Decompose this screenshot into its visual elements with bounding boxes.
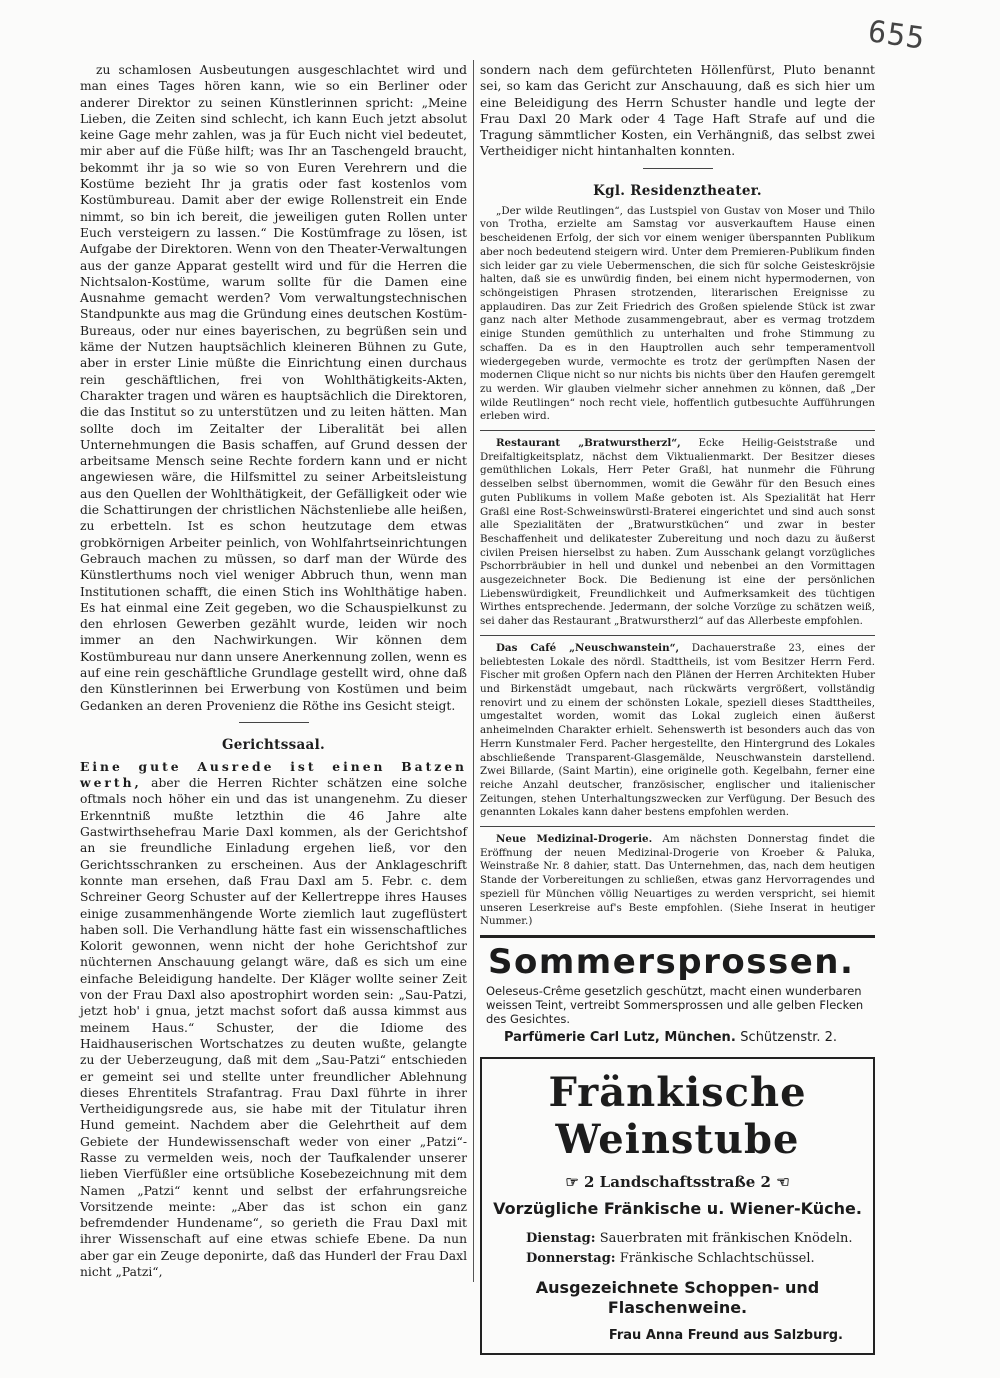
right-column	[480, 62, 875, 1343]
ad-weinstube-address	[492, 1173, 863, 1191]
neuschwanstein-lead: Das Café „Neuschwanstein“,	[496, 641, 680, 654]
drogerie-lead: Neue Medizinal-Drogerie.	[496, 833, 653, 846]
day-label: Donnerstag:	[526, 1250, 616, 1266]
ad-sommersprossen-shop	[504, 1030, 875, 1045]
divider	[480, 430, 875, 431]
article-theater: „Der wilde Reutlingen“, das Lustspiel von Gustav von Moser und Thilo von Trotha, erzielte am Samstag vor ausverkauftem Hause einen bescheidenen Erfolg, der sich vor einem weniger überspannten Publikum aber noch bedeutend steigern wird. Unter dem Premieren-Publikum finden sich leider gar zu viele Uebermenschen, die sich für solche Geisteskröjsie halten, daß sie es unwürdig finden, bei einem nicht hypermodernen, von schöngeistigen Phrasen strotzenden, literarischen Ereignisse zu applaudiren. Das zur Zeit Friedrich des Großen spielende Stück ist zwar ganz nach alter Methode zusammengebraut, aber es vermag trotzdem einige Stunden gemüthlich zu unterhalten und frohe Stimmung zu schaffen. Da es in den Hauptrollen auch sehr temperamentvoll wiedergegeben wurde, vermochte es trotz der gerümpften Nasen der modernen Clique nicht so nur nichts bis nichts über den Haufen geremgelt zu werden. Wir glauben vielmehr sicher annehmen zu können, daß „Der wilde Reutlingen“ noch recht viele, hoffentlich gutbesuchte Aufführungen erleben wird.	[480, 204, 875, 423]
heading-residenztheater: Kgl. Residenztheater.	[593, 182, 762, 199]
neuschwanstein-text: Dachauerstraße 23, eines der beliebtesten Lokale des nördl. Stadttheils, ist vom Besitzer Herrn Ferd. Fischer mit großen Opfern nach den Plänen der Herren Architekten Huber und Birkenstädt umgebaut, nach rückwärts vergrößert, vollständig renovirt und zu einem der schönsten Lokale, speziell dieses Stadttheiles, umgestaltet worden, womit das Lokal zugleich einen äußerst anheimelnden Charakter erhielt. Sehenswerth ist besonders auch das von Herrn Kunstmaler Ferd. Pacher hergestellte, den Hintergrund des Lokales abschließende Transparent-Glasgemälde, Neuschwanstein darstellend. Zwei Billarde, (Saint Martin), eine originelle goth. Kegelbahn, ferner eine reiche Anzahl deutscher, französischer, englischer und italienischer Zeitungen, stehen Unterhaltungszwecken zur Verfügung. Der Besuch des genannten Lokales kann daher bestens empfohlen werden.	[480, 641, 875, 819]
shop-street: Schützenstr. 2.	[740, 1029, 838, 1045]
day-label: Dienstag:	[526, 1230, 596, 1246]
pointing-hand-left-icon: ☜	[776, 1172, 790, 1191]
article-drogerie	[480, 833, 875, 929]
dish-text: Sauerbraten mit fränkischen Knödeln.	[599, 1230, 853, 1246]
heading-gerichtssaal: Gerichtssaal.	[221, 736, 326, 753]
ad-sommersprossen-text: Oeleseus-Crême gesetzlich geschützt, macht einen wunderbaren weissen Teint, vertreibt Sommersprossen und alle gelben Flecken des Gesichtes.	[486, 983, 864, 1026]
divider	[239, 722, 309, 723]
ad-weinstube	[480, 1057, 875, 1355]
article-neuschwanstein	[480, 642, 875, 820]
divider	[480, 635, 875, 636]
dish-text: Fränkische Schlachtschüssel.	[619, 1250, 815, 1266]
ad-weinstube-owner: Frau Anna Freund aus Salzburg.	[608, 1327, 843, 1343]
drogerie-text: Am nächsten Donnerstag findet die Eröffnung der neuen Medizinal-Drogerie von Kroeber & Paluka, Weinstraße Nr. 8 dahier, statt. Das Unternehmen, das, nach dem heutigen Stande der Vorbereitungen zu schließen, etwas ganz Hervorragendes und speziell für München völlig Neuartiges zu werden verspricht, sei hiemit unseren Leserkreise auf's Beste empfohlen. (Siehe Inserat in heutiger Nummer.)	[480, 833, 875, 928]
divider	[643, 168, 713, 169]
ad-weinstube-thursday	[526, 1251, 863, 1266]
shop-name: Parfümerie Carl Lutz, München.	[504, 1029, 736, 1045]
ad-weinstube-wines: Ausgezeichnete Schoppen- und Flaschenweine.	[535, 1277, 820, 1317]
divider	[480, 826, 875, 827]
ad-weinstube-title: Fränkische Weinstube	[548, 1068, 807, 1163]
ad-weinstube-subtitle: Vorzügliche Fränkische u. Wiener-Küche.	[493, 1198, 862, 1218]
article-costume-bureau: zu schamlosen Ausbeutungen ausgeschlachtet wird und man eines Tages hören kann, wie so ein Berliner oder anderer Direktor zu seinen Künstlerinnen spricht: „Meine Lieben, die Zeiten sind schlecht, ich kann Euch jetzt absolut keine Gage mehr zahlen, was ja für Euch nicht viel bedeutet, mir aber auf die Füße hilft; was Ihr an Taschengeld braucht, bekommt ihr ja so wie so von Euren Verehrern und die Kostüme bezieht Ihr ja gratis oder fast kostenlos vom Kostümbureau. Damit aber der ewige Rollenstreit ein Ende nimmt, so bin ich bereit, die jeweiligen guten Rollen unter Euch versteigern zu lassen.“ Die Kostümfrage zu lösen, ist Aufgabe der Direktoren. Wenn von den Theater-Verwaltungen aus der ganze Apparat gestellt wird und für die Herren die Nichtsalon-Kostüme, warum sollte für die Damen eine Ausnahme gemacht werden? Vom verwaltungstechnischen Standpunkte aus mag die Gründung eines deutschen Kostüm-Bureaus, oder nur eines bayerischen, zu begrüßen sein und käme der Nutzen hauptsächlich kleineren Bühnen zu Gute, aber in erster Linie müßte die Einrichtung einen durchaus rein geschäftlichen, frei von Wohlthätigkeits-Akten, Charakter tragen und wären es hauptsächlich die Direktoren, die das Institut so zu unterstützen und zu leiten hätten. Man sollte doch im Zeitalter der Liberalität bei allen Unternehmungen die Basis schaffen, auf Grund dessen der arbeitsame Mensch seine Rechte fordern kann und er nicht angewiesen wäre, die Hilfsmittel zu seiner Arbeitsleistung aus den Quellen der Wohlthätigkeit, der Gefälligkeit oder wie die Schattirungen der christlichen Nächstenliebe alle heißen, zu erbetteln. Ist es schon heutzutage dem etwas grobkörnigen Arbeiter peinlich, von Wohlfahrtseinrichtungen Gebrauch machen zu müssen, so darf man der Würde des Künstlerthums noch viel weniger Abbruch thun, wenn man Institutionen schafft, die einen Stich ins Wohlthätige haben. Es hat einmal eine Zeit gegeben, wo die Schauspielkunst zu den ehrlosen Gewerben gezählt wurde, leiden wir noch immer an den Nachwirkungen. Wir können dem Kostümbureau nur dann unsere Anerkennung zollen, wenn es auf eine rein geschäftliche Grundlage gestellt wird, ohne daß den Künstlerinnen bei Erwerbung von Kostümen und beim Gedanken an deren Provenienz die Röthe ins Gesicht steigt.	[80, 63, 467, 713]
article-court-continued: sondern nach dem gefürchteten Höllenfürst, Pluto benannt sei, so kam das Gericht zur Anschauung, daß es sich hier um eine Beleidigung des Herrn Schuster handle und legte der Frau Daxl 20 Mark oder 4 Tage Haft Strafe auf und die Tragung sämmtlicher Kosten, ein Verhängniß, das selbst zwei Vertheidiger nicht hintanhalten konnten.	[480, 63, 875, 159]
left-column	[80, 62, 467, 1284]
column-rule	[473, 60, 474, 1282]
article-bratwurstherzl	[480, 437, 875, 629]
ad-sommersprossen	[480, 935, 875, 1045]
page-number: 655	[865, 14, 928, 57]
article-court	[80, 759, 467, 1281]
bratwurstherzl-lead: Restaurant „Bratwurstherzl“,	[496, 437, 681, 450]
ad-weinstube-tuesday	[526, 1231, 863, 1246]
address-text: 2 Landschaftsstraße 2	[584, 1172, 771, 1191]
ad-sommersprossen-title: Sommersprossen.	[488, 941, 855, 982]
bratwurstherzl-text: Ecke Heilig-Geiststraße und Dreifaltigkeitsplatz, nächst dem Viktualienmarkt. Der Besitzer dieses gemüthlichen Lokals, Herr Peter Graßl, hat nunmehr die Führung desselben selbst übernommen, womit die Gewähr für den Besuch eines guten Publikums in vollem Maße geboten ist. Als Spezialität hat Herr Graßl eine Rost-Schweinswürstl-Braterei eingerichtet und sind auch sonst alle Spezialitäten der „Bratwurstküchen“ und zwar in bester Beschaffenheit und delikatester Zubereitung und noch dazu zu äußerst civilen Preisen hierselbst zu haben. Zum Ausschank gelangt vorzügliches Pschorrbräubier in hell und dunkel und nebenbei an den Vormittagen ausgezeichneter Bock. Die Bedienung ist eine der persönlichen Liebenswürdigkeit, Freundlichkeit und Aufmerksamkeit des tüchtigen Wirthes entsprechende. Jedermann, der solche Vorzüge zu schätzen weiß, sei daher das Restaurant „Bratwurstherzl“ auf das Allerbeste empfohlen.	[480, 437, 875, 628]
court-text: aber die Herren Richter schätzen eine solche oftmals noch höher ein und das ist unangenehm. Zu dieser Erkenntniß mußte letzthin die 46 Jahre alte Gastwirthsehefrau Marie Daxl kommen, als der Gerichtshof an sie freundliche Einladung ergehen ließ, vor den Gerichtsschranken zu erscheinen. Aus der Anklageschrift konnte man ersehen, daß Frau Daxl am 5. Febr. c. dem Schreiner Georg Schuster auf der Kellertreppe ihres Hauses einige zusammenhängende Worte ziemlich laut zugeflüstert haben soll. Die Verhandlung hätte fast ein wissenschaftliches Kolorit gewonnen, wenn nicht der hohe Gerichtshof zur nüchternen Anschauung gelangt wäre, daß es sich um eine einfache Beleidigung handelte. Der Kläger wollte seiner Zeit von der Frau Daxl also apostrophirt worden sein: „Sau-Patzi, jetzt hob' i gnua, jetzt machst sofort daß aussa kimmst aus meinem Haus.“ Schuster, der die Idiome des Haidhauserischen Wortschatzes zu deuten wußte, gelangte zu der Ueberzeugung, daß mit dem „Sau-Patzi“ entschieden er gemeint sei und stellte unter freundlicher Ablehnung dieses Ehrentitels Strafantrag. Frau Daxl führte in ihrer Vertheidigungsrede aus, sie habe mit der Titulatur ihren Hund gemeint. Nachdem aber die Gelehrtheit auf dem Gebiete der Hundewissenschaft weder von einer „Patzi“-Rasse zu vermelden weis, noch der Taufkalender unserer lieben Vierfüßler eine ortsübliche Kosebezeichnung mit dem Namen „Patzi“ kennt und selbst der erfahrungsreiche Vorsitzende meinte: „Aber das ist schon ein ganz befremdender Hundename“, so gerieth die Frau Daxl mit ihrer Wissenschaft auf eine etwas schiefe Ebene. Da nun aber gar ein Zeuge deponirte, daß das Hunderl der Frau Daxl nicht „Patzi“,	[80, 776, 467, 1280]
court-lead: Eine gute Ausrede ist einen Batzen werth,	[80, 758, 467, 791]
pointing-hand-right-icon: ☞	[565, 1172, 579, 1191]
